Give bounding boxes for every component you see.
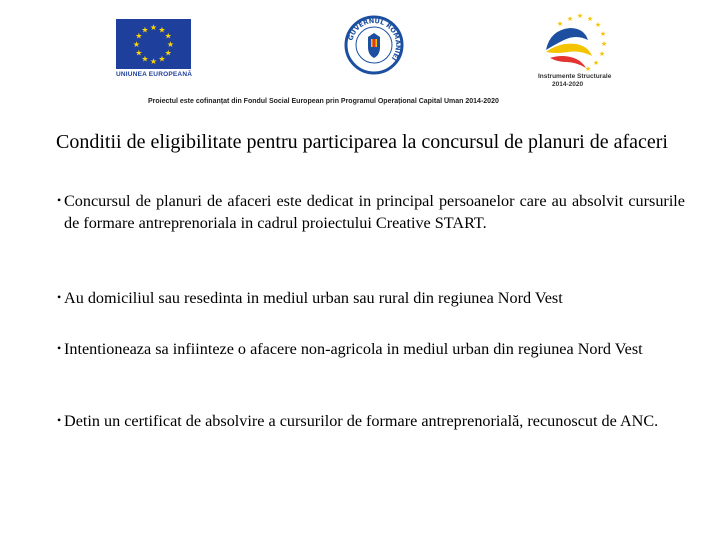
svg-text:★: ★ [132, 40, 141, 49]
svg-text:★: ★ [600, 40, 608, 48]
slide-title: Conditii de eligibilitate pentru participarea la concursul de planuri de afaceri [56, 131, 668, 153]
svg-text:★: ★ [149, 23, 158, 32]
structural-instruments-caption [538, 73, 628, 89]
svg-text:★: ★ [141, 54, 149, 64]
svg-text:★: ★ [566, 15, 574, 23]
svg-text:★: ★ [584, 65, 592, 73]
bullet-item [57, 338, 685, 360]
eu-flag-logo [116, 19, 191, 69]
seal-text: GUVERNUL ROMÂNIEI [346, 16, 403, 62]
eu-caption: UNIUNEA EUROPEANĂ [116, 71, 193, 78]
svg-text:★: ★ [141, 25, 149, 35]
svg-text:★: ★ [135, 31, 143, 41]
is-caption-line1: Instrumente Structurale [538, 73, 612, 80]
government-seal-logo [344, 15, 404, 75]
svg-text:★: ★ [598, 50, 606, 58]
bullet-dot: • [57, 341, 62, 355]
bullet-item [57, 190, 685, 234]
svg-text:★: ★ [158, 25, 166, 35]
svg-text:★: ★ [164, 31, 172, 41]
svg-text:★: ★ [586, 15, 594, 23]
svg-text:★: ★ [135, 48, 143, 58]
bullet-item [57, 287, 685, 309]
structural-instruments-logo [536, 12, 616, 74]
svg-text:★: ★ [158, 54, 166, 64]
bullet-text: Intentioneaza sa infiinteze o afacere non-agricola in mediul urban din regiunea Nord Vest [64, 340, 643, 358]
bullet-dot: • [57, 413, 62, 427]
svg-text:★: ★ [164, 48, 172, 58]
bullet-dot: • [57, 193, 62, 207]
svg-text:★: ★ [599, 30, 607, 38]
is-caption-line2: 2014-2020 [552, 81, 584, 88]
bullet-dot: • [57, 290, 62, 304]
bullet-text: Concursul de planuri de afaceri este dedicat in principal persoanelor care au absolvit cursurile de formare antreprenoriala in cadrul proiectului Creative START. [64, 192, 685, 232]
bullet-text: Detin un certificat de absolvire a cursurilor de formare antreprenorială, recunoscut de ANC. [64, 412, 659, 430]
bullet-text: Au domiciliul sau resedinta in mediul urban sau rural din regiunea Nord Vest [64, 289, 563, 307]
bullet-item [57, 410, 685, 432]
svg-text:★: ★ [166, 40, 175, 49]
logo-header [0, 0, 720, 110]
svg-text:★: ★ [594, 21, 602, 29]
svg-text:★: ★ [149, 57, 158, 66]
svg-text:★: ★ [592, 59, 600, 67]
funding-statement: Proiectul este cofinanțat din Fondul Social European prin Programul Operațional Capital Uman 2014-2020 [148, 98, 499, 105]
svg-text:★: ★ [576, 12, 584, 20]
eu-stars-icon [116, 19, 191, 69]
svg-text:★: ★ [556, 20, 564, 28]
